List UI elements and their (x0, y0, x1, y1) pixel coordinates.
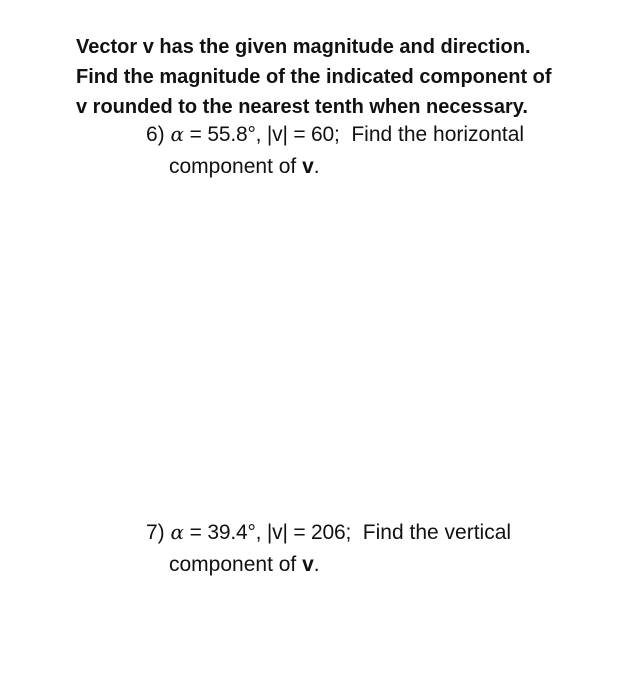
problem-7-period: . (313, 553, 320, 576)
problem-6-vector: v (302, 155, 314, 178)
problem-7-vector: v (302, 553, 314, 576)
instructions (76, 32, 636, 122)
instructions-line-3: v rounded to the nearest tenth when necessary. (76, 96, 528, 118)
problem-6-continuation-text: component of (169, 155, 303, 178)
problem-7-task: Find the vertical (351, 521, 512, 544)
problem-6-statement (146, 118, 626, 151)
instructions-line-2: Find the magnitude of the indicated component of (76, 66, 552, 88)
problem-6-continuation (146, 151, 626, 183)
problem-6 (146, 118, 626, 183)
problem-6-period: . (313, 155, 320, 178)
problem-6-condition: = 55.8°, |v| = 60; (184, 123, 340, 146)
problem-6-number: 6) (146, 123, 165, 146)
problem-7 (146, 516, 626, 581)
problem-7-continuation-text: component of (169, 553, 303, 576)
problem-6-alpha: α (170, 122, 185, 146)
instructions-line-1: Vector v has the given magnitude and direction. (76, 36, 531, 58)
problem-7-statement (146, 516, 626, 549)
problem-7-condition: = 39.4°, |v| = 206; (184, 521, 352, 544)
problem-7-number: 7) (146, 521, 165, 544)
problem-7-continuation (146, 549, 626, 581)
problem-6-task: Find the horizontal (339, 123, 525, 146)
problem-7-alpha: α (170, 520, 185, 544)
